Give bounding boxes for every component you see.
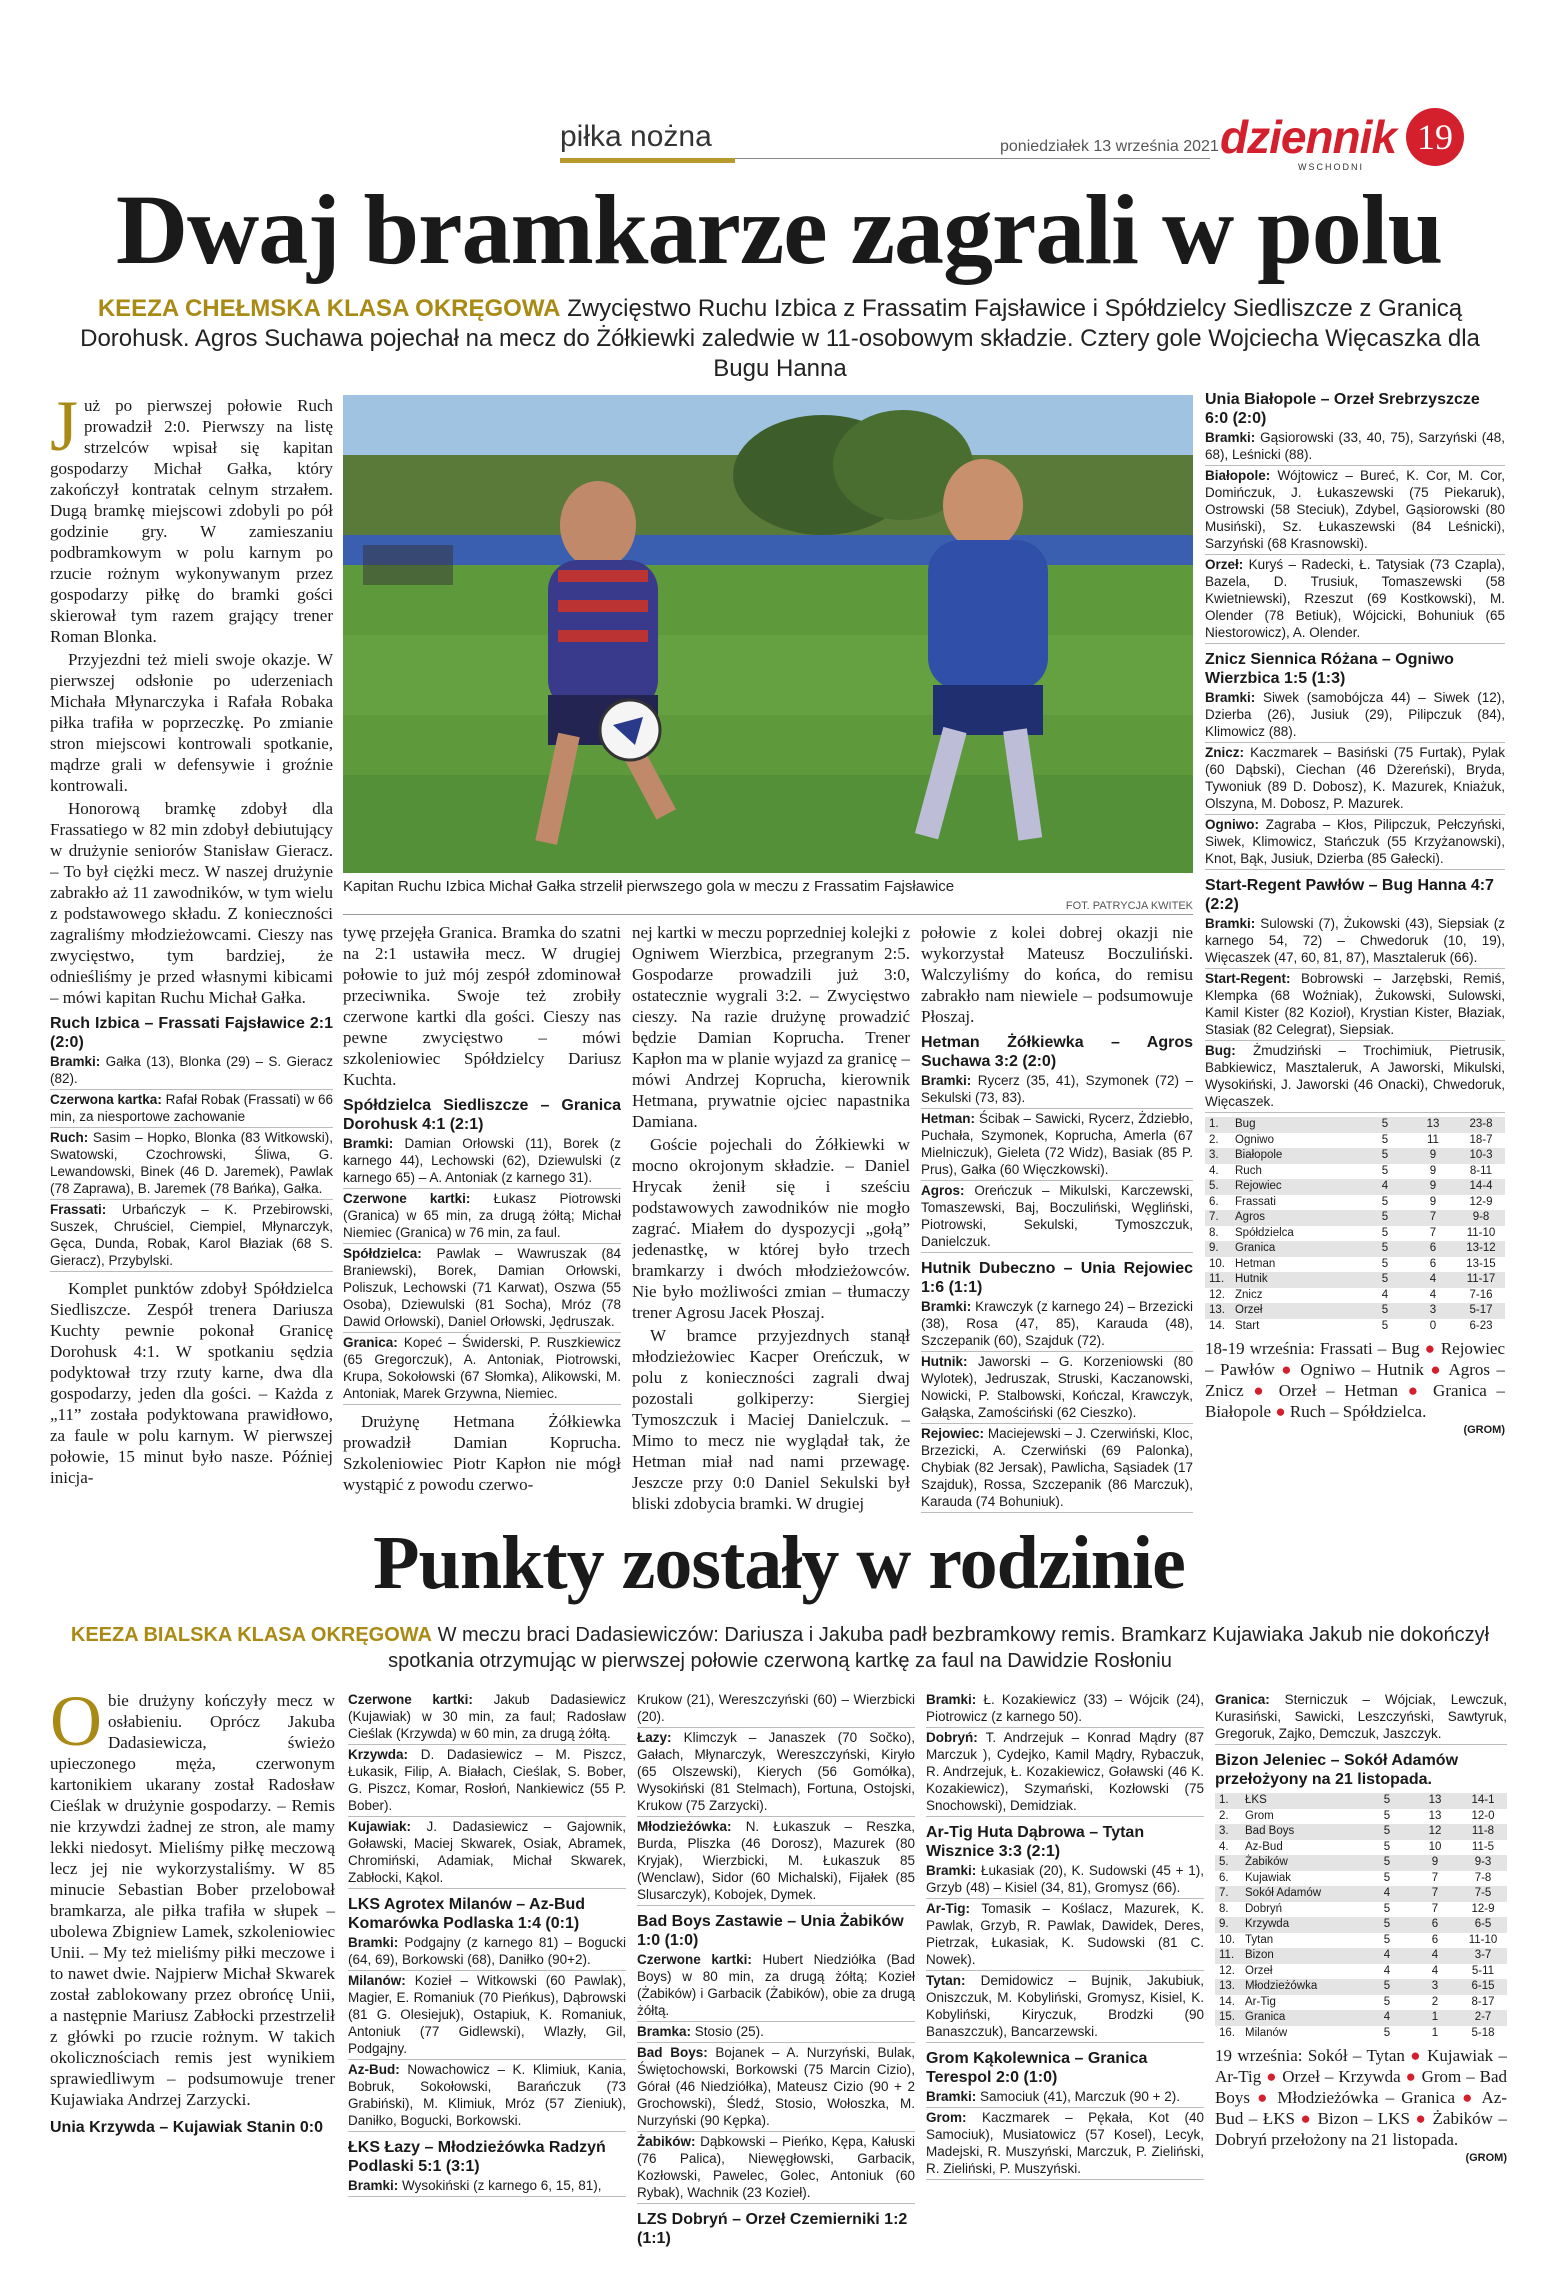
table-cell: Dobryń	[1245, 1902, 1283, 1915]
table-cell: ŁKS	[1241, 1793, 1363, 1809]
match-line: Milanów: Kozieł – Witkowski (60 Pawlak), Magier, E. Romaniuk (70 Pieńkus), Dąbrowski (81 G. Olesiejuk), Ostapiuk, K. Romaniuk, Antoniuk (77 Gidlewski), Wlazły, Gil, Podgajny.	[348, 1971, 626, 2060]
table-cell: Spółdzielca	[1235, 1226, 1294, 1239]
table-cell: 10.	[1209, 1257, 1225, 1270]
table-cell: Ogniwo	[1235, 1133, 1274, 1146]
table-cell: Orzeł	[1245, 1964, 1273, 1977]
table-cell: 11.	[1215, 1948, 1241, 1964]
match-line: Tytan: Demidowicz – Bujnik, Jakubiuk, Oniszczuk, M. Kobyliński, Gromysz, Kisiel, K. Kobyliński, Kiryczuk, Brodzki (90 Banaszczuk), Bancarzewski.	[926, 1971, 1204, 2043]
table-cell: 6.	[1219, 1871, 1229, 1884]
table-cell: 1	[1431, 2026, 1439, 2039]
table-cell: 1	[1411, 2010, 1459, 2026]
article1-paragraph: Drużynę Hetmana Żółkiewka prowadził Damian Koprucha. Szkoleniowiec Piotr Kapłon nie mógł wystąpić z powodu czerwo-	[343, 1412, 621, 1494]
table-cell: 4.	[1219, 1840, 1229, 1853]
table-cell: 14.	[1209, 1319, 1225, 1332]
match-line: Ruch: Sasim – Hopko, Blonka (83 Witkowski), Swatowski, Czochrowski, Śliwa, G. Lewandowski, Binek (46 D. Jaremek), Pawlak (78 Zaprawa), B. Jaremek (78 Bańka), Gałka.	[50, 1128, 333, 1200]
match-line: Bramki: Krawczyk (z karnego 24) – Brzezicki (38), Rosa (47, 85), Karauda (48), Szczepanik (60), Szajduk (72).	[921, 1297, 1193, 1352]
table-cell: Ar-Tig	[1245, 1995, 1276, 2008]
table-cell: 5	[1381, 1319, 1389, 1332]
table-cell: Młodzieżówka	[1241, 1979, 1363, 1995]
match-line: Dobryń: T. Andrzejuk – Konrad Mądry (87 Marczuk ), Cydejko, Kamil Mądry, Rybaczuk, R. Andrzejuk, Ł. Kozakiewicz, Goławski (46 K. Kozakiewicz), Szymański, Kozłowski (75 Snochowski), Demidziak.	[926, 1728, 1204, 1817]
table-cell: 11-10	[1468, 1933, 1498, 1946]
table-cell: 6	[1431, 1933, 1439, 1946]
match-title: ŁKS Łazy – Młodzieżówka Radzyń Podlaski 5:1 (3:1)	[348, 2139, 606, 2175]
league-table-biala	[1215, 1793, 1507, 2041]
table-cell: 16.	[1219, 2026, 1235, 2039]
table-cell: Granica	[1241, 2010, 1363, 2026]
table-row	[1215, 1979, 1507, 1995]
table-cell: 6.	[1209, 1195, 1219, 1208]
match-line: Bramki: Ł. Kozakiewicz (33) – Wójcik (24), Piotrowicz (z karnego 50).	[926, 1690, 1204, 1728]
table-row	[1205, 1272, 1505, 1288]
article1-paragraph: połowie z kolei dobrej okazji nie wykorzystał Mateusz Boczuliński. Walczyliśmy do końca, do remisu zabrakło nam niewiele – podsumowuje Płoszaj.	[921, 923, 1193, 1026]
table-cell: 3.	[1215, 1824, 1241, 1840]
match-line: Krukow (21), Wereszczyński (60) – Wierzbicki (20).	[637, 1690, 915, 1728]
match-line: Bug: Żmudziński – Trochimiuk, Pietrusik, Babkiewicz, Masztaleruk, A Jaworski, Mikulski, Wysokiński, J. Jaworski (46 Onacki), Chwedoruk, Więcaszek.	[1205, 1041, 1505, 1113]
match-title: Ruch Izbica – Frassati Fajsławice 2:1 (2:0)	[50, 1015, 333, 1051]
table-cell: 5	[1381, 1257, 1389, 1270]
article1-paragraph: Honorową bramkę zdobył dla Frassatiego w 82 min zdobył debiutujący w drużynie seniorów Stanisław Gieracz. – To był ciężki mecz. W naszej drużynie zabrakło aż 11 zawodników, w tym wielu z podstawowego składu. Z konieczności zagraliśmy młodzieżowcami. Cieszy nas zwycięstwo, tym bardziej, że odnieśliśmy je przed własnymi kibicami – mówi kapitan Ruchu Michał Gałka.	[50, 799, 333, 1007]
article2-lead	[50, 1622, 1510, 1674]
match-title: Grom Kąkolewnica – Granica Terespol 2:0 (1:0)	[926, 2050, 1148, 2086]
match-result-box	[50, 1014, 333, 1272]
match-line: Bramki: Rycerz (35, 41), Szymonek (72) – Sekulski (73, 83).	[921, 1071, 1193, 1109]
table-cell: 3-7	[1459, 1948, 1507, 1964]
author-signature: (GROM)	[1463, 1424, 1505, 1436]
table-row	[1215, 1917, 1507, 1933]
table-cell: 7-16	[1469, 1288, 1493, 1301]
table-cell: 5.	[1205, 1179, 1231, 1195]
match-line: Bad Boys: Bojanek – A. Nurzyński, Bulak, Świętochowski, Borkowski (75 Marcin Cizio), Górał (46 Niedziółka), Mateusz Cizio (90 + 2 Grochowski), Śledź, Stosio, Wołoszka, M. Nurzyński (90 Kępka).	[637, 2043, 915, 2132]
match-line: Bramki: Siwek (samobójcza 44) – Siwek (12), Dzierba (26), Jusiuk (29), Pilipczuk (84), Klimowicz (88).	[1205, 688, 1505, 743]
table-cell: 4	[1363, 1948, 1411, 1964]
section-label: piłka nożna	[560, 120, 712, 153]
table-cell: 5	[1363, 1855, 1411, 1871]
table-cell: Hetman	[1235, 1257, 1276, 1270]
match-line: Łazy: Klimczyk – Janaszek (70 Sočko), Gałach, Młynarczyk, Wereszczyński, Kiryło (65 Olszewski), Kierych (56 Gomółka), Wysokiński (81 Stelmach), Fortuna, Ostojski, Krukow (75 Zarzycki).	[637, 1728, 915, 1817]
article1-paragraph: W bramce przyjezdnych stanął młodzieżowiec Kacper Oreńczuk, w polu z konieczności zagrali dwaj pozostali golkiperzy: Siergiej Tymoszczuk i Maciej Danielczuk. – Mimo to mecz nie wyglądał tak, że Hetman miał nad nami przewagę. Jeszcze przy 0:0 Daniel Sekulski był bliski zdobycia bramki. W drugiej	[632, 1326, 910, 1513]
table-cell: 5-17	[1457, 1303, 1505, 1319]
table-cell: 11-5	[1471, 1840, 1495, 1853]
page-number: 19	[1406, 108, 1464, 166]
table-cell: Ruch	[1235, 1164, 1262, 1177]
table-row	[1205, 1241, 1505, 1257]
table-cell: 12-9	[1469, 1195, 1493, 1208]
table-cell: 4	[1409, 1272, 1457, 1288]
match-line: Ar-Tig: Tomasik – Koślacz, Mazurek, K. Pawlak, Grzyb, R. Pawlak, Dawidek, Deres, Pietrzak, Łukasiak, K. Sudowski (81 C. Nowek).	[926, 1899, 1204, 1971]
table-row	[1205, 1226, 1505, 1242]
fixtures-next-round: 18-19 września: Frassati – Bug ● Rejowiec – Pawłów ● Ogniwo – Hutnik ● Agros – Znicz ● Orzeł – Hetman ● Granica – Białopole ● Ruch – Spółdzielca.	[1205, 1339, 1505, 1421]
table-cell: 9	[1409, 1179, 1457, 1195]
article2-lead-text: W meczu braci Dadasiewiczów: Dariusza i Jakuba padł bezbramkowy remis. Bramkarz Kujawiaka Jakub nie dokończył spotkania otrzymując w pierwszej połowie czerwoną kartkę za faul na Dawidzie Rosłoniu	[388, 1624, 1490, 1672]
table-cell: 14-4	[1457, 1179, 1505, 1195]
table-row	[1215, 1871, 1507, 1887]
article1-paragraph: Już po pierwszej połowie Ruch prowadził 2:0. Pierwszy na listę strzelców wpisał się kapitan gospodarzy Michał Gałka, który zakończył kontratak celnym strzałem. Dugą bramkę miejscowi zdobyli po pół godzinie gry. W zamieszaniu podbramkowym w polu karnym po rzucie rożnym wykonywanym przez gospodarzy piłkę do bramki gości skierował tym razem grający trener Roman Blonka.	[50, 395, 333, 646]
table-cell: 11-10	[1466, 1226, 1496, 1239]
table-cell: 12.	[1219, 1964, 1235, 1977]
match-line: Czerwone kartki: Hubert Niedziółka (Bad Boys) w 80 min, za drugą żółtą; Kozieł (Żabików) i Garbacik (Żabików), obie za drugą żółtą.	[637, 1950, 915, 2022]
section-underline	[560, 158, 735, 163]
table-cell: 5	[1361, 1210, 1409, 1226]
match-title: Unia Białopole – Orzeł Srebrzyszcze 6:0 (2:0)	[1205, 391, 1480, 427]
match-line: Kujawiak: J. Dadasiewicz – Gajownik, Goławski, Maciej Skwarek, Osiak, Abramek, Chromiński, Adamiak, Michał Skwarek, Zabłocki, Kąkol.	[348, 1817, 626, 1889]
match-line: Agros: Oreńczuk – Mikulski, Karczewski, Tomaszewski, Baj, Boczuliński, Węgliński, Piotrowski, Sekulski, Tymoszczuk, Danielczuk.	[921, 1181, 1193, 1253]
table-cell: Rejowiec	[1231, 1179, 1361, 1195]
table-cell: Grom	[1245, 1809, 1274, 1822]
match-line: Granica: Sterniczuk – Wójciak, Lewczuk, Kurasiński, Sawicki, Leszczyński, Sawtyruk, Gregoruk, Zajko, Demczuk, Jaszczyk.	[1215, 1690, 1507, 1745]
table-cell: 3.	[1205, 1148, 1231, 1164]
article1-paragraph: Komplet punktów zdobył Spółdzielca Siedliszcze. Zespół trenera Dariusza Kuchty pewnie pokonał Granicę Dorohusk 4:1. W spotkaniu sędzia podyktował trzy rzuty karne, dwa dla gospodarzy, jeden dla gości. – Każda z „11” została podyktowana prawidłowo, za faule w polu karnym. W pierwszej połowie, 15 minut było nasze. Później inicja-	[50, 1279, 333, 1487]
table-cell: 13.	[1205, 1303, 1231, 1319]
table-cell: 5	[1383, 1840, 1391, 1853]
table-cell: 10.	[1219, 1933, 1235, 1946]
league-table-chelm	[1205, 1117, 1505, 1334]
match-title: Hetman Żółkiewka – Agros Suchawa 3:2 (2:0)	[921, 1034, 1193, 1070]
match-line: Az-Bud: Nowachowicz – K. Klimiuk, Kania, Bobruk, Sokołowski, Barańczuk (73 Grabiński), M. Klimiuk, Mróz (57 Zieniuk), Daniłko, Bogucki, Borkowski.	[348, 2060, 626, 2132]
match-line: Bramki: Sulowski (7), Żukowski (43), Siepsiak (z karnego 54, 72) – Chwedoruk (10, 19), Więcaszek (47, 60, 81, 87), Masztaleruk (66).	[1205, 914, 1505, 969]
match-line: Bramki: Gałka (13), Blonka (29) – S. Gieracz (82).	[50, 1052, 333, 1090]
table-cell: 13	[1428, 1809, 1442, 1822]
table-cell: 6	[1429, 1257, 1437, 1270]
table-row	[1215, 2026, 1507, 2042]
table-cell: Żabików	[1241, 1855, 1363, 1871]
article2-headline: Punkty zostały w rodzinie	[373, 1521, 1185, 1605]
match-line: Krzywda: D. Dadasiewicz – M. Piszcz, Łukasik, Filip, A. Białach, Cieślak, S. Bober, G. Piszcz, Komar, Rosłoń, Nankiewicz (55 P. Bober).	[348, 1745, 626, 1817]
article1-column-3	[632, 922, 910, 1515]
match-line: Znicz: Kaczmarek – Basiński (75 Furtak), Pylak (60 Dąbski), Ciechan (46 Dżereński), Bryda, Tywoniuk (89 D. Dobosz), K. Mazurek, Kniażuk, Olszyna, M. Dobosz, P. Mazurek.	[1205, 743, 1505, 815]
table-cell: 9	[1409, 1148, 1457, 1164]
table-cell: 13-15	[1466, 1257, 1496, 1270]
table-cell: 5	[1363, 1917, 1411, 1933]
table-cell: Bad Boys	[1241, 1824, 1363, 1840]
table-cell: 5	[1383, 2026, 1391, 2039]
table-row	[1205, 1288, 1505, 1304]
table-cell: Az-Bud	[1245, 1840, 1283, 1853]
article1-headline: Dwaj bramkarze zagrali w polu	[115, 174, 1443, 285]
match-line: Bramki: Gąsiorowski (33, 40, 75), Sarzyński (48, 68), Leśnicki (88).	[1205, 428, 1505, 466]
table-row	[1205, 1210, 1505, 1226]
table-cell: 5	[1381, 1226, 1389, 1239]
table-cell: 5	[1363, 1824, 1411, 1840]
table-row	[1215, 1824, 1507, 1840]
article1-column-1	[50, 395, 333, 1515]
table-cell: 7	[1411, 1886, 1459, 1902]
table-cell: 5	[1381, 1164, 1389, 1177]
table-cell: Orzeł	[1231, 1303, 1361, 1319]
match-line: Czerwona kartka: Rafał Robak (Frassati) w 66 min, za niesportowe zachowanie	[50, 1090, 333, 1128]
article1-paragraph: Goście pojechali do Żółkiewki w mocno okrojonym składzie. – Daniel Hrycak żenił się i sześciu podstawowych zawodników nie mogło zagrać. Miałem do dyspozycji „gołą” jedenastkę, w której było trzech bramkarzy i dwóch młodzieżowców. Nie było możliwości zmian – tłumaczy trener Agrosu Jacek Płoszaj.	[632, 1135, 910, 1322]
match-line: Granica: Kopeć – Świderski, P. Ruszkiewicz (65 Gregorczuk), A. Antoniak, Piotrowski, Krupa, Sokołowski (67 Słomka), Alikowski, M. Antoniak, Marek Grzywna, Niemiec.	[343, 1333, 621, 1405]
match-title: LKS Agrotex Milanów – Az-Bud Komarówka Podlaska 1:4 (0:1)	[348, 1896, 586, 1932]
table-cell: 5	[1383, 1933, 1391, 1946]
table-cell: 12-0	[1471, 1809, 1495, 1822]
table-cell: 13	[1409, 1117, 1457, 1133]
table-cell: 11.	[1205, 1272, 1231, 1288]
table-cell: 7.	[1205, 1210, 1231, 1226]
table-row	[1205, 1133, 1505, 1149]
table-cell: Białopole	[1231, 1148, 1361, 1164]
article1-paragraph: Przyjezdni też mieli swoje okazje. W pierwszej odsłonie po uderzeniach Michała Młynarczyka i Rafała Robaka piłka trafiła w poprzeczkę. Po zmianie stron miejscowi kontrowali spotkanie, mądrze grali w defensywie i groźnie kontrowali.	[50, 650, 333, 795]
table-cell: 15.	[1215, 2010, 1241, 2026]
table-cell: Granica	[1231, 1241, 1361, 1257]
match-line: Białopole: Wójtowicz – Bureć, K. Cor, M. Cor, Domińczuk, J. Łukaszewski (75 Piekaruk), Ostrowski (58 Steciuk), Zdybel, Gąsiorowski (80 Musiński), Sz. Łukaszewski (84 Leśnicki), Sarzyński (68 Krasnowski).	[1205, 466, 1505, 555]
table-cell: 4	[1363, 2010, 1411, 2026]
newspaper-logo-subtitle: WSCHODNI	[1298, 162, 1364, 172]
match-title: Bad Boys Zastawie – Unia Żabików 1:0 (1:0)	[637, 1913, 904, 1949]
table-cell: 13	[1411, 1793, 1459, 1809]
newspaper-logo: dziennik	[1220, 111, 1397, 163]
match-line: Bramki: Samociuk (41), Marczuk (90 + 2).	[926, 2087, 1204, 2108]
match-line: Rejowiec: Maciejewski – J. Czerwiński, Kloc, Brzezicki, A. Czerwiński (69 Palonka), Chybiak (82 Jersak), Pawlicha, Sąsiadek (17 Szajduk), Rossa, Szczepanik (86 Marczuk), Karauda (74 Bohuniuk).	[921, 1424, 1193, 1513]
table-cell: Znicz	[1235, 1288, 1263, 1301]
table-cell: 7	[1409, 1210, 1457, 1226]
article1-kicker: KEEZA CHEŁMSKA KLASA OKRĘGOWA	[97, 295, 561, 322]
article1-results-sidebar	[1205, 390, 1505, 1518]
match-title: LZS Dobryń – Orzeł Czemierniki 1:2 (1:1)	[637, 2211, 908, 2247]
table-cell: 5	[1383, 1809, 1391, 1822]
table-cell: 5	[1381, 1195, 1389, 1208]
table-cell: 9	[1429, 1164, 1437, 1177]
match-line: Bramki: Podgajny (z karnego 81) – Bogucki (64, 69), Borkowski (68), Daniłko (90+2).	[348, 1933, 626, 1971]
table-cell: 9.	[1205, 1241, 1231, 1257]
table-cell: 13-12	[1457, 1241, 1505, 1257]
table-row	[1215, 1902, 1507, 1918]
photo-credit: FOT. PATRYCJA KWITEK	[343, 900, 1193, 915]
match-line: Hetman: Ścibak – Sawicki, Rycerz, Żdziebło, Puchała, Szymonek, Koprucha, Amerla (67 Mielniczuk), Gieleta (72 Widz), Basiak (85 P. Prus), Gałka (60 Więczkowski).	[921, 1109, 1193, 1181]
table-cell: 7	[1431, 1902, 1439, 1915]
article1-column-4	[921, 922, 1193, 1515]
table-cell: 6-5	[1459, 1917, 1507, 1933]
table-cell: 5.	[1215, 1855, 1241, 1871]
table-cell: 2.	[1219, 1809, 1229, 1822]
table-row	[1215, 1964, 1507, 1980]
table-cell: 4	[1361, 1179, 1409, 1195]
table-row	[1215, 1840, 1507, 1856]
table-row	[1215, 1793, 1507, 1809]
match-line: Spółdzielca: Pawlak – Wawruszak (84 Braniewski), Borek, Damian Orłowski, Poliszuk, Lechowski (71 Karwat), Oszwa (55 Osoba), Dziewulski (81 Socha), Mróz (78 Dawid Orłowski), Daniel Orłowski, Jędruszak.	[343, 1244, 621, 1333]
table-cell: 5	[1361, 1272, 1409, 1288]
table-cell: 10-3	[1457, 1148, 1505, 1164]
match-line: Bramki: Wysokiński (z karnego 6, 15, 81),	[348, 2176, 626, 2197]
table-cell: 13.	[1215, 1979, 1241, 1995]
table-row	[1215, 1995, 1507, 2011]
table-cell: Agros	[1231, 1210, 1361, 1226]
article1-lead	[50, 294, 1510, 384]
photo-caption: Kapitan Ruchu Izbica Michał Gałka strzelił pierwszego gola w meczu z Frassatim Fajsławice	[343, 878, 955, 895]
table-row	[1205, 1195, 1505, 1211]
table-row	[1215, 1855, 1507, 1871]
table-cell: Sokół Adamów	[1241, 1886, 1363, 1902]
article1-lead-text: Zwycięstwo Ruchu Izbica z Frassatim Fajsławice i Spółdzielcy Siedliszcze z Granicą Dorohusk. Agros Suchawa pojechał na mecz do Żółkiewki zaledwie w 11-osobowym składzie. Cztery gole Wojciecha Więcaszka dla Bugu Hanna	[80, 295, 1480, 382]
match-line: Start-Regent: Bobrowski – Jarzębski, Remiś, Klempka (68 Woźniak), Żukowski, Sulowski, Kamil Kister (82 Kozioł), Krystian Kister, Błaziak, Stasiak (82 Celegrat), Siepsiak.	[1205, 969, 1505, 1041]
table-row	[1215, 2010, 1507, 2026]
table-cell: 7.	[1215, 1886, 1241, 1902]
table-cell: 4	[1363, 1886, 1411, 1902]
match-line: Frassati: Urbańczyk – K. Przebirowski, Suszek, Chruściel, Ciempiel, Młynarczyk, Gęca, Dunda, Robak, Karol Błaziak (68 S. Gieracz), Przybylski.	[50, 1200, 333, 1272]
match-title: Unia Krzywda – Kujawiak Stanin 0:0	[50, 2119, 323, 2136]
table-cell: 12-9	[1471, 1902, 1495, 1915]
match-result-box	[921, 1033, 1193, 1513]
match-line: Czerwone kartki: Jakub Dadasiewicz (Kujawiak) w 30 min, za faul; Radosław Cieślak (Krzywda) w 60 min, za drugą żółtą.	[348, 1690, 626, 1745]
match-line: Bramki: Łukasiak (20), K. Sudowski (45 + 1), Grzyb (48) – Kisiel (34, 81), Gromysz (66).	[926, 1861, 1204, 1899]
dropcap: O	[50, 1690, 102, 1761]
match-line: Orzeł: Kuryś – Radecki, Ł. Tatysiak (73 Czapla), Bazela, D. Trusiuk, Tomaszewski (58 Kwietniewski), Rzeszut (69 Kostkowski), M. Olender (78 Betiuk), Wójcicki, Bohuniuk (65 Niestorowicz), A. Olender.	[1205, 555, 1505, 644]
article2-column-4	[926, 1690, 1204, 2270]
table-cell: Hutnik	[1231, 1272, 1361, 1288]
table-cell: 4	[1429, 1288, 1437, 1301]
table-cell: 5	[1363, 1793, 1411, 1809]
match-line: Grom: Kaczmarek – Pękała, Kot (40 Samociuk), Musiatowicz (57 Kosel), Lecyk, Madejski, R. Muszyński, Marczuk, P. Zieliński, R. Zieliński, P. Muszyński.	[926, 2108, 1204, 2180]
table-cell: 5	[1383, 1902, 1391, 1915]
table-cell: 2	[1431, 1995, 1439, 2008]
match-title: Start-Regent Pawłów – Bug Hanna 4:7 (2:2)	[1205, 877, 1494, 913]
table-cell: Milanów	[1245, 2026, 1288, 2039]
match-result-box	[343, 1096, 621, 1405]
match-line: Ogniwo: Zagraba – Kłos, Pilipczuk, Pełczyński, Siwek, Klimowicz, Stańczuk (55 Krzyżanowski), Knot, Bąk, Jusiuk, Dzierba (85 Gałecki).	[1205, 815, 1505, 870]
table-row	[1205, 1179, 1505, 1195]
table-cell: 5-18	[1471, 2026, 1495, 2039]
match-line: Bramki: Damian Orłowski (11), Borek (z karnego 44), Lechowski (62), Dziewulski (z karnego 65) – A. Antoniak (z karnego 31).	[343, 1134, 621, 1189]
table-cell: 4	[1383, 1964, 1391, 1977]
table-cell: 14.	[1219, 1995, 1235, 2008]
table-cell: 5	[1361, 1117, 1409, 1133]
table-cell: 4	[1411, 1948, 1459, 1964]
table-row	[1205, 1148, 1505, 1164]
table-row	[1205, 1117, 1505, 1133]
table-cell: 1.	[1205, 1117, 1231, 1133]
table-cell: 5	[1361, 1303, 1409, 1319]
dropcap: J	[50, 395, 79, 466]
table-cell: 7	[1429, 1226, 1437, 1239]
table-cell: 8.	[1219, 1902, 1229, 1915]
table-cell: 9.	[1215, 1917, 1241, 1933]
table-cell: Frassati	[1235, 1195, 1276, 1208]
table-cell: 6-23	[1469, 1319, 1493, 1332]
table-cell: 2-7	[1459, 2010, 1507, 2026]
table-row	[1215, 1933, 1507, 1949]
article1-paragraph: tywę przejęła Granica. Bramka do szatni na 2:1 ustawiła mecz. W drugiej połowie to już mój zespół zdominował przeciwnika. Swoje też zrobiły czerwone kartki dla gości. Cieszy nas pewne zwycięstwo – mówi szkoleniowiec Spółdzielcy Dariusz Kuchta.	[343, 923, 621, 1089]
table-cell: Bug	[1231, 1117, 1361, 1133]
table-cell: 8-11	[1469, 1164, 1493, 1177]
table-cell: 7	[1431, 1871, 1439, 1884]
article1-paragraph: nej kartki w meczu poprzedniej kolejki z Ogniwem Wierzbica, przegranym 2:5. Gospodarze prowadzili już 3:0, ostatecznie wygrali 3:2. – Zwycięstwo cieszy. Na razie drużynę prowadzić będzie Damian Koprucha. Trener Kapłon ma w planie wyjazd za granicę – mówi Andrzej Koprucha, kierownik Hetmana, prywatnie ojciec napastnika Damiana.	[632, 923, 910, 1131]
table-cell: 18-7	[1469, 1133, 1493, 1146]
match-line: Hutnik: Jaworski – G. Korzeniowski (80 Wylotek), Jedruszak, Struski, Kaczanowski, Nowicki, P. Stalbowski, Kończal, Krawczyk, Gałąska, Zamościński (62 Cieszko).	[921, 1352, 1193, 1424]
table-cell: 10	[1428, 1840, 1442, 1853]
table-cell: 5	[1383, 1871, 1391, 1884]
article2-paragraph: Obie drużyny kończyły mecz w osłabieniu. Oprócz Jakuba Dadasiewicza, świeżo upieczonego męża, czerwonym kartonikiem ukarany został Radosław Cieślak w drużynie gospodarzy. – Remis nie krzywdzi żadnej ze stron, ale mamy lekki niedosyt. Mieliśmy piłkę meczową lecz jej nie wykorzystaliśmy. W 85 minucie Sebastian Bober przelobował bramkarza, ale piłka trafiła w słupek – ubolewa Zbigniew Lamek, szkoleniowiec Unii. – My też mieliśmy piłki meczowe i to nawet dwie. Najpierw Michał Skwarek został zablokowany przez obrońcę Unii, a następnie Mariusz Zabłocki przestrzelił z główki po rzucie rożnym. W takich okolicznościach remis jest wynikiem sprawiedliwym – podsumowuje trener Kujawiaka Andrzej Zarzycki.	[50, 1690, 335, 2109]
table-cell: 4	[1381, 1288, 1389, 1301]
match-line: Młodzieżówka: N. Łukaszuk – Reszka, Burda, Pliszka (46 Dorosz), Mazurek (80 Kryjak), Wierzbicki, M. Łukaszuk 85 (Wenclaw), Sidor (60 Michalski), Fijałek (85 Slusarczyk), Kobojek, Dymek.	[637, 1817, 915, 1906]
issue-date: poniedziałek 13 września 2021	[1000, 138, 1219, 155]
table-cell: 11	[1427, 1133, 1439, 1146]
table-cell: 11-17	[1457, 1272, 1505, 1288]
table-row	[1205, 1164, 1505, 1180]
table-cell: Tytan	[1245, 1933, 1274, 1946]
table-cell: 0	[1429, 1319, 1437, 1332]
match-line: Żabików: Dąbkowski – Pieńko, Kępa, Kałuski (76 Palica), Niewęgłowski, Garbacik, Kozłowski, Pawelec, Golec, Antoniuk (60 Rybak), Wachnik (23 Kozieł).	[637, 2132, 915, 2204]
table-cell: 1.	[1215, 1793, 1241, 1809]
masthead	[0, 0, 1558, 175]
table-cell: 4.	[1209, 1164, 1219, 1177]
match-title: Bizon Jeleniec – Sokół Adamów przełożyony na 21 listopada.	[1215, 1752, 1459, 1788]
table-row	[1215, 1809, 1507, 1825]
table-cell: 9-3	[1459, 1855, 1507, 1871]
table-cell: 5	[1361, 1241, 1409, 1257]
table-cell: 5	[1363, 1979, 1411, 1995]
table-cell: 11-8	[1459, 1824, 1507, 1840]
table-cell: 6	[1409, 1241, 1457, 1257]
table-cell: 12.	[1209, 1288, 1225, 1301]
table-cell: 8-17	[1471, 1995, 1495, 2008]
table-cell: Start	[1235, 1319, 1260, 1332]
table-row	[1205, 1257, 1505, 1273]
table-cell: 2.	[1209, 1133, 1219, 1146]
match-title: Ar-Tig Huta Dąbrowa – Tytan Wisznice 3:3 (2:1)	[926, 1824, 1145, 1860]
table-cell: 5	[1381, 1133, 1389, 1146]
table-cell: 6-15	[1459, 1979, 1507, 1995]
match-title: Spółdzielca Siedliszcze – Granica Dorohusk 4:1 (2:1)	[343, 1097, 621, 1133]
table-row	[1205, 1319, 1505, 1335]
table-row	[1215, 1886, 1507, 1902]
table-cell: Bizon	[1241, 1948, 1363, 1964]
match-line: Bramka: Stosio (25).	[637, 2022, 915, 2043]
table-cell: 6	[1411, 1917, 1459, 1933]
match-photo	[343, 395, 1193, 873]
table-cell: 7-8	[1474, 1871, 1492, 1884]
table-cell: 12	[1411, 1824, 1459, 1840]
table-cell: 9	[1411, 1855, 1459, 1871]
article2-results-sidebar	[1215, 1690, 1507, 2275]
table-cell: 9-8	[1457, 1210, 1505, 1226]
table-cell: 5	[1383, 1995, 1391, 2008]
article2-column-1	[50, 1690, 335, 2270]
table-row	[1215, 1948, 1507, 1964]
table-cell: 5-11	[1471, 1964, 1495, 1977]
table-cell: 5	[1361, 1148, 1409, 1164]
article2-kicker: KEEZA BIALSKA KLASA OKRĘGOWA	[70, 1624, 433, 1646]
table-cell: 4	[1431, 1964, 1439, 1977]
table-cell: 8.	[1209, 1226, 1219, 1239]
table-cell: Kujawiak	[1245, 1871, 1292, 1884]
table-cell: 7-5	[1459, 1886, 1507, 1902]
table-cell: 9	[1429, 1195, 1437, 1208]
article2-column-3	[637, 1690, 915, 2270]
table-cell: 3	[1411, 1979, 1459, 1995]
fixtures-next-round: 19 września: Sokół – Tytan ● Kujawiak – Ar-Tig ● Orzeł – Krzywda ● Grom – Bad Boys ● Młodzieżówka – Granica ● Az-Bud – ŁKS ● Bizon – LKS ● Żabików – Dobryń przełożony na 21 listopada.	[1215, 2046, 1507, 2149]
article1-column-2	[343, 922, 621, 1515]
table-cell: Krzywda	[1241, 1917, 1363, 1933]
article2-column-2	[348, 1690, 626, 2270]
match-line: Czerwone kartki: Łukasz Piotrowski (Granica) w 65 min, za drugą żółtą; Michał Niemiec (Granica) w 76 min, za faul.	[343, 1189, 621, 1244]
table-cell: 3	[1409, 1303, 1457, 1319]
match-title: Hutnik Dubeczno – Unia Rejowiec 1:6 (1:1)	[921, 1260, 1193, 1296]
table-row	[1205, 1303, 1505, 1319]
table-cell: 23-8	[1457, 1117, 1505, 1133]
match-photo-illustration	[343, 395, 1193, 873]
match-title: Znicz Siennica Różana – Ogniwo Wierzbica 1:5 (1:3)	[1205, 651, 1454, 687]
table-cell: 14-1	[1459, 1793, 1507, 1809]
author-signature: (GROM)	[1465, 2152, 1507, 2164]
